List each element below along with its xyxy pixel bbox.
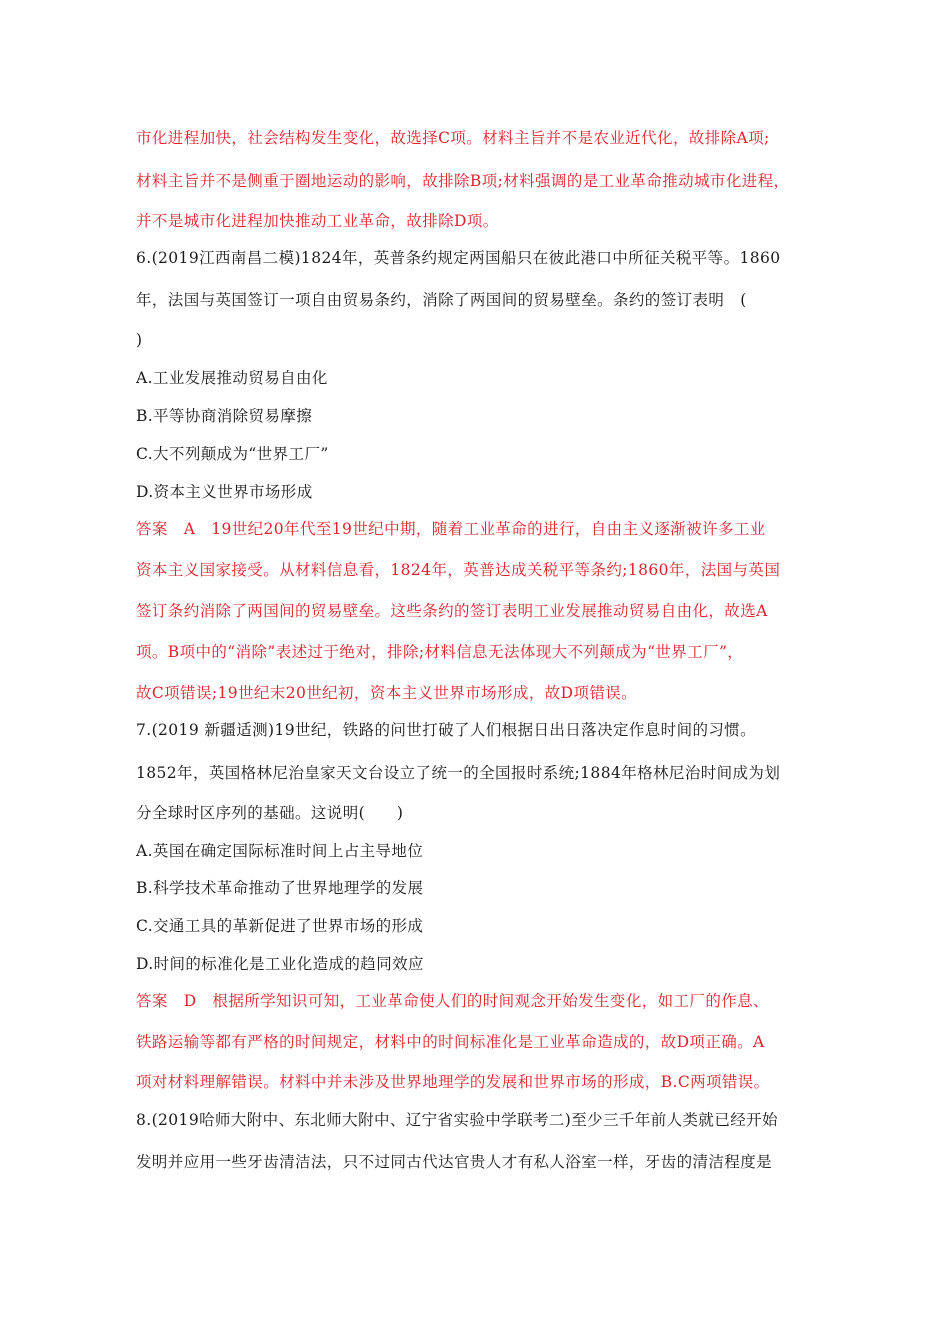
q6-answer-line: 资本主义国家接受。从材料信息看，1824年，英普达成关税平等条约;1860年，法国与英国 — [136, 561, 781, 579]
q8-stem-line: 8.(2019哈师大附中、东北师大附中、辽宁省实验中学联考二)至少三千年前人类就已经开始 — [136, 1111, 778, 1129]
prev-answer-line: 市化进程加快，社会结构发生变化，故选择C项。材料主旨并不是农业近代化，故排除A项; — [136, 129, 770, 147]
q7-answer-line: 项对材料理解错误。材料中并未涉及世界地理学的发展和世界市场的形成，B.C两项错误。 — [136, 1073, 770, 1091]
q6-stem-line: 6.(2019江西南昌二模)1824年，英普条约规定两国船只在彼此港口中所征关税平等。1860 — [136, 249, 781, 267]
prev-answer-line: 材料主旨并不是侧重于圈地运动的影响，故排除B项;材料强调的是工业革命推动城市化进程， — [136, 172, 790, 190]
q6-answer-line: 故C项错误;19世纪末20世纪初，资本主义世界市场形成，故D项错误。 — [136, 684, 638, 702]
q6-option-b: B.平等协商消除贸易摩擦 — [136, 407, 313, 425]
q7-option-a: A.英国在确定国际标准时间上占主导地位 — [136, 842, 424, 860]
q6-stem-line: ) — [136, 331, 143, 349]
q6-option-a: A.工业发展推动贸易自由化 — [136, 369, 328, 387]
q6-stem-line: 年，法国与英国签订一项自由贸易条约，消除了两国间的贸易壁垒。条约的签订表明 ( — [136, 291, 747, 309]
q6-option-c: C.大不列颠成为“世界工厂” — [136, 445, 329, 463]
prev-answer-line: 并不是城市化进程加快推动工业革命，故排除D项。 — [136, 212, 499, 230]
q7-stem-line: 1852年，英国格林尼治皇家天文台设立了统一的全国报时系统;1884年格林尼治时间成为划 — [136, 764, 781, 782]
q7-answer-line: 铁路运输等都有严格的时间规定，材料中的时间标准化是工业革命造成的，故D项正确。A — [136, 1033, 765, 1051]
q6-answer-line: 项。B项中的“消除”表述过于绝对，排除;材料信息无法体现大不列颠成为“世界工厂”， — [136, 643, 744, 661]
q7-option-d: D.时间的标准化是工业化造成的趋同效应 — [136, 955, 424, 973]
q6-option-d: D.资本主义世界市场形成 — [136, 483, 313, 501]
q7-option-c: C.交通工具的革新促进了世界市场的形成 — [136, 917, 424, 935]
q6-answer-line: 答案 A 19世纪20年代至19世纪中期，随着工业革命的进行，自由主义逐渐被许多工业 — [136, 520, 766, 538]
q7-option-b: B.科学技术革命推动了世界地理学的发展 — [136, 879, 424, 897]
q8-stem-line: 发明并应用一些牙齿清洁法，只不过同古代达官贵人才有私人浴室一样，牙齿的清洁程度是 — [136, 1153, 773, 1171]
q7-stem-line: 分全球时区序列的基础。这说明( ) — [136, 804, 404, 822]
q6-answer-line: 签订条约消除了两国间的贸易壁垒。这些条约的签订表明工业发展推动贸易自由化，故选A — [136, 602, 768, 620]
q7-answer-line: 答案 D 根据所学知识可知，工业革命使人们的时间观念开始发生变化，如工厂的作息、 — [136, 992, 769, 1010]
q7-stem-line: 7.(2019 新疆适测)19世纪，铁路的问世打破了人们根据日出日落决定作息时间的习惯。 — [136, 721, 757, 739]
